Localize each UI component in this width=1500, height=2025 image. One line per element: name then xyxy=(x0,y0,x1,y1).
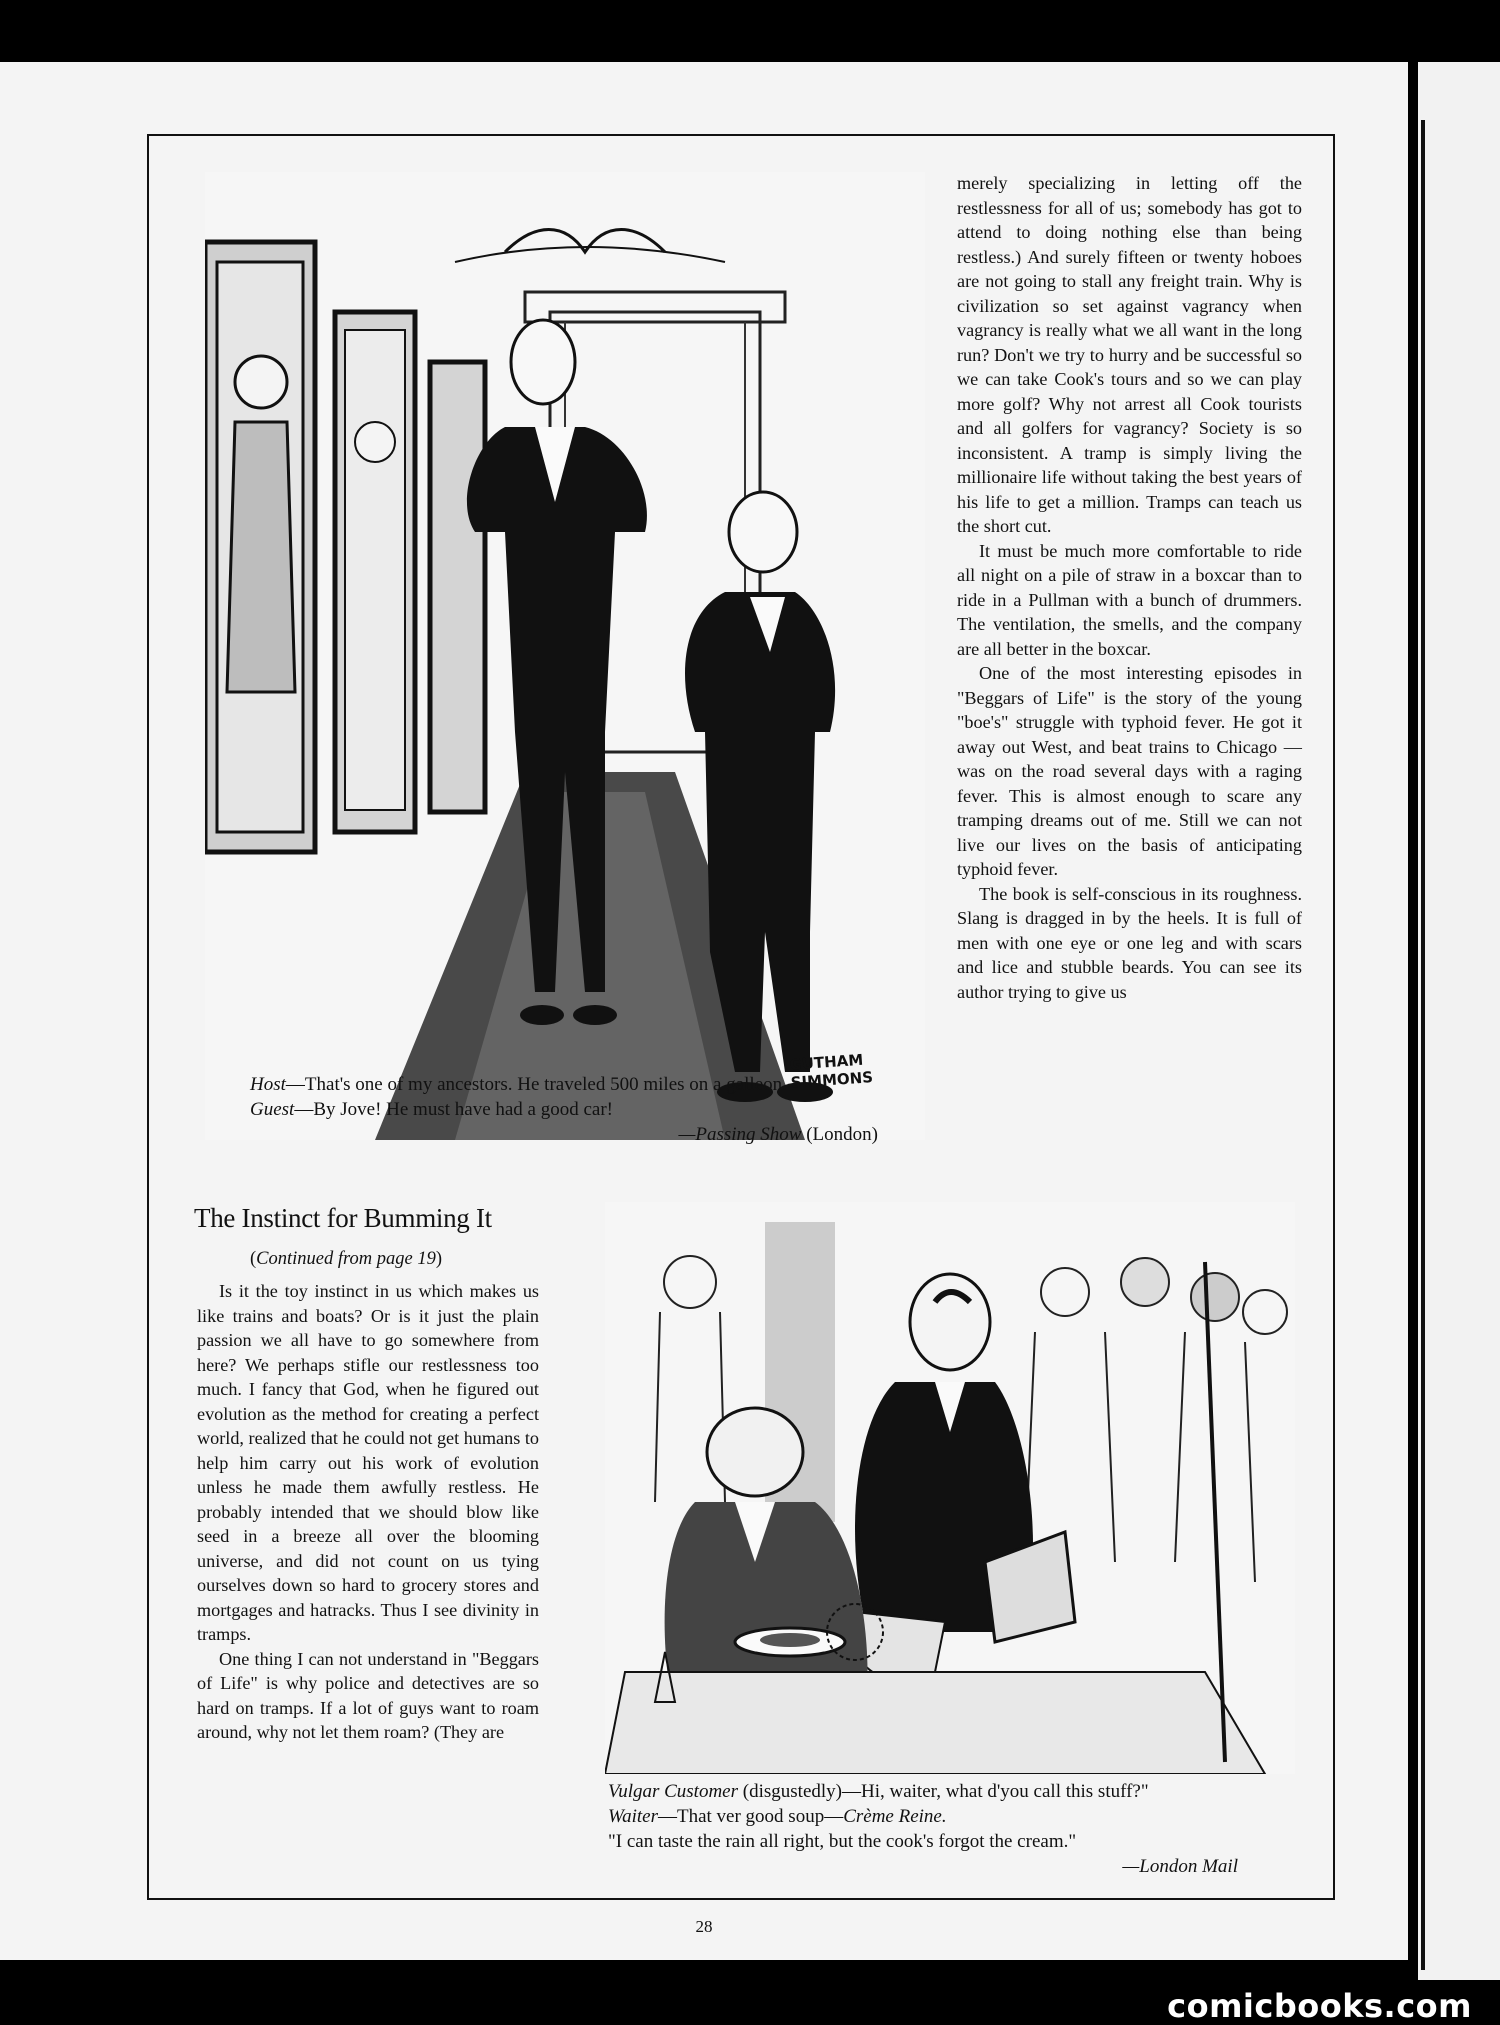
next-page-edge xyxy=(1418,62,1500,1980)
top-cartoon-illustration xyxy=(205,172,925,1140)
waiter-line: —That ver good soup— xyxy=(657,1806,844,1827)
next-page-border xyxy=(1421,120,1425,1970)
caption-source: —London Mail xyxy=(1122,1856,1238,1877)
bottom-cartoon-caption xyxy=(608,1779,1258,1879)
customer-speaker: Vulgar Customer xyxy=(608,1781,739,1802)
top-cartoon-caption xyxy=(218,1072,886,1147)
magazine-page xyxy=(0,62,1408,1960)
waiter-speaker: Waiter xyxy=(608,1806,658,1827)
continued-note: (Continued from page 19) xyxy=(250,1249,443,1269)
right-text-column xyxy=(957,171,1302,1004)
guest-line: —By Jove! He must have had a good car! xyxy=(294,1099,614,1120)
paragraph: merely specializing in letting off the restlessness for all of us; somebody has got to attend to doing nothing else than being restless.) And surely fifteen or twenty hoboes are not going to stall any freight train. Why is civilization so set against vagrancy when vagrancy is really what we all want in the long run? Don't we try to hurry and be successful so we can take Cook's tours and so we can play more golf? Why not arrest all Cook tourists and all golfers for vagrancy? Society is so inconsistent. A tramp is simply living the millionaire life without taking the best years of his life to get a million. Tramps can teach us the short cut. xyxy=(957,173,1302,536)
site-watermark: comicbooks.com xyxy=(1167,1987,1472,2025)
cartoon-signature: GUTHAM SIMMONS xyxy=(788,1050,874,1092)
page-number: 28 xyxy=(695,1917,713,1936)
left-text-column xyxy=(197,1279,539,1745)
paragraph: The book is self-conscious in its roughness. Slang is dragged in by the heels. It is full of men with one eye or one leg and with scars and lice and stubble beards. You can see its author trying to give us xyxy=(957,883,1302,1002)
article-title: The Instinct for Bumming It xyxy=(194,1203,492,1233)
paragraph: Is it the toy instinct in us which makes us like trains and boats? Or is it just the plain passion we all have to go somewhere from here? We perhaps stifle our restlessness too much. I fancy that God, when he figured out evolution as the method for creating a perfect world, realized that he could not get humans to help him carry out his work of evolution unless he made them awfully restless. He probably intended that we should blow like seed in a breeze all over the blooming universe, and did not count on us tying ourselves down so hard to grocery stores and mortgages and hatracks. Thus I see divinity in tramps. xyxy=(197,1281,539,1644)
waiter-soup: Crème Reine. xyxy=(843,1806,947,1827)
host-speaker: Host xyxy=(250,1074,286,1095)
paragraph: One of the most interesting episodes in "Beggars of Life" is the story of the young "boe's" struggle with typhoid fever. He got it away out West, and beat trains to Chicago —was on the road several days with a raging fever. This is almost enough to scare any tramping dreams out of me. Still we can not live our lives on the basis of anticipating typhoid fever. xyxy=(957,663,1302,879)
customer-reply: "I can taste the rain all right, but the cook's forgot the cream." xyxy=(608,1831,1077,1852)
paragraph: One thing I can not understand in "Beggars of Life" is why police and detectives are so hard on tramps. If a lot of guys want to roam around, why not let them roam? (They are xyxy=(197,1648,539,1742)
guest-speaker: Guest xyxy=(250,1099,295,1120)
paragraph: It must be much more comfortable to ride all night on a pile of straw in a boxcar than to ride in a Pullman with a bunch of drummers. The ventilation, the smells, and the company are all better in the boxcar. xyxy=(957,540,1302,659)
bottom-cartoon-illustration xyxy=(605,1202,1295,1774)
caption-source-place: (London) xyxy=(801,1124,878,1145)
host-line: —That's one of my ancestors. He traveled 500 miles on a galleon. xyxy=(285,1074,787,1095)
caption-source-publication: —Passing Show xyxy=(678,1124,802,1145)
customer-line: (disgustedly)—Hi, waiter, what d'you call this stuff?" xyxy=(738,1781,1149,1802)
